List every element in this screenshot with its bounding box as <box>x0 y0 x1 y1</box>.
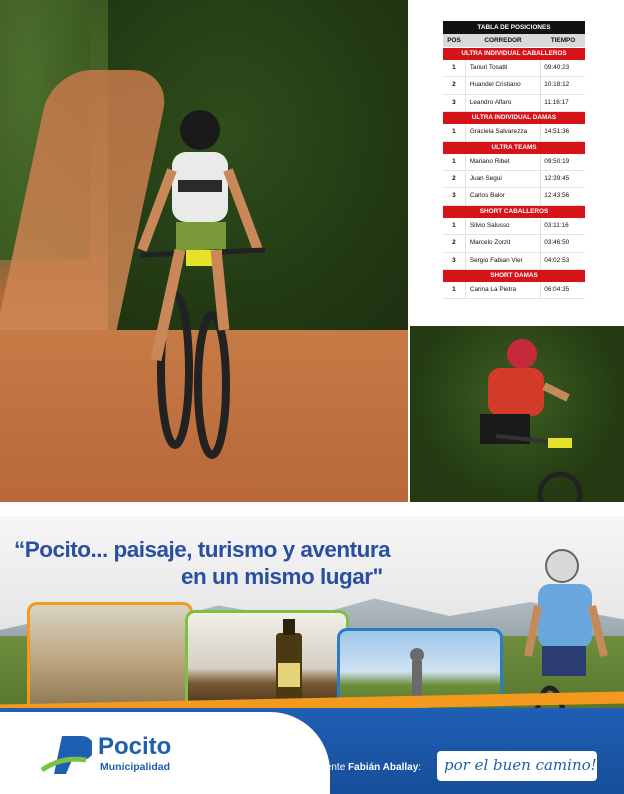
row-time: 12:39:45 <box>544 174 570 182</box>
header-corredor: CORREDOR <box>484 37 522 44</box>
cyclist-illustration <box>120 110 280 460</box>
table-row <box>443 154 585 171</box>
row-name: Marcelo Zorzit <box>466 235 541 251</box>
table-row <box>443 218 585 235</box>
row-time: 04:02:53 <box>544 256 570 264</box>
table-row <box>443 188 585 205</box>
row-name: Sergio Fabian Vier <box>466 253 541 269</box>
slogan: por el buen camino! <box>444 756 597 774</box>
row-time: 12:43:56 <box>544 192 570 200</box>
row-time: 03:46:50 <box>544 239 570 247</box>
row-pos: 3 <box>443 95 466 111</box>
row-time: 11:16:17 <box>544 98 569 106</box>
row-pos: 1 <box>443 124 466 140</box>
table-row <box>443 77 585 94</box>
cyclist-illustration-small <box>410 326 624 502</box>
row-pos: 1 <box>443 60 466 76</box>
row-time: 14:51:36 <box>544 128 570 136</box>
pocito-advertisement <box>0 516 624 794</box>
row-name: Carlos Balor <box>466 188 541 204</box>
category-header: ULTRA INDIVIDUAL CABALLEROS <box>443 48 585 60</box>
table-header <box>443 34 585 48</box>
ad-quote-line2: en un mismo lugar" <box>181 564 383 589</box>
table-row <box>443 171 585 188</box>
table-row <box>443 60 585 77</box>
table-row <box>443 124 585 141</box>
row-time: 10:18:12 <box>544 81 570 89</box>
category-header: SHORT CABALLEROS <box>443 206 585 218</box>
row-name: Leandro Alfaro <box>466 95 541 111</box>
row-pos: 3 <box>443 188 466 204</box>
row-pos: 2 <box>443 235 466 251</box>
row-pos: 2 <box>443 171 466 187</box>
table-title: TABLA DE POSICIONES <box>443 21 585 34</box>
row-pos: 1 <box>443 218 466 234</box>
brand-subtitle: Municipalidad <box>100 761 171 773</box>
intendente-name: Fabián Aballay <box>348 762 419 773</box>
header-tiempo: TIEMPO <box>550 37 576 44</box>
row-name: Juan Segui <box>466 171 541 187</box>
row-time: 06:04:35 <box>544 285 570 293</box>
category-header: SHORT DAMAS <box>443 270 585 282</box>
row-name: Mariano Ribet <box>466 154 541 170</box>
table-row <box>443 253 585 270</box>
header-pos: POS <box>447 37 461 44</box>
intendente-label: Intendente <box>298 762 346 773</box>
results-table <box>443 21 585 299</box>
secondary-cyclist-photo <box>410 326 624 502</box>
category-header: ULTRA TEAMS <box>443 142 585 154</box>
row-pos: 1 <box>443 154 466 170</box>
row-name: Carina La Pietra <box>466 282 541 298</box>
row-name: Silvio Salusso <box>466 218 541 234</box>
row-name: Tanuri Tosatti <box>466 60 541 76</box>
ad-quote-line1: “Pocito... paisaje, turismo y aventura <box>14 537 391 562</box>
row-name: Graciela Salvarezza <box>466 124 541 140</box>
row-pos: 1 <box>443 282 466 298</box>
intendente-credit <box>298 762 421 773</box>
pocito-logo-icon <box>40 734 92 774</box>
table-row <box>443 95 585 112</box>
row-pos: 2 <box>443 77 466 93</box>
category-header: ULTRA INDIVIDUAL DAMAS <box>443 112 585 124</box>
row-pos: 3 <box>443 253 466 269</box>
row-time: 03:11:16 <box>544 221 569 229</box>
row-time: 09:50:19 <box>544 157 570 165</box>
row-time: 09:40:23 <box>544 64 570 71</box>
table-row <box>443 235 585 252</box>
main-cyclist-photo <box>0 0 408 502</box>
row-name: Huandel Cristiano <box>466 77 541 93</box>
brand-name: Pocito <box>98 733 172 760</box>
thumb-pergola-photo <box>27 602 193 708</box>
intendente-colon: : <box>418 762 422 773</box>
table-row <box>443 282 585 299</box>
